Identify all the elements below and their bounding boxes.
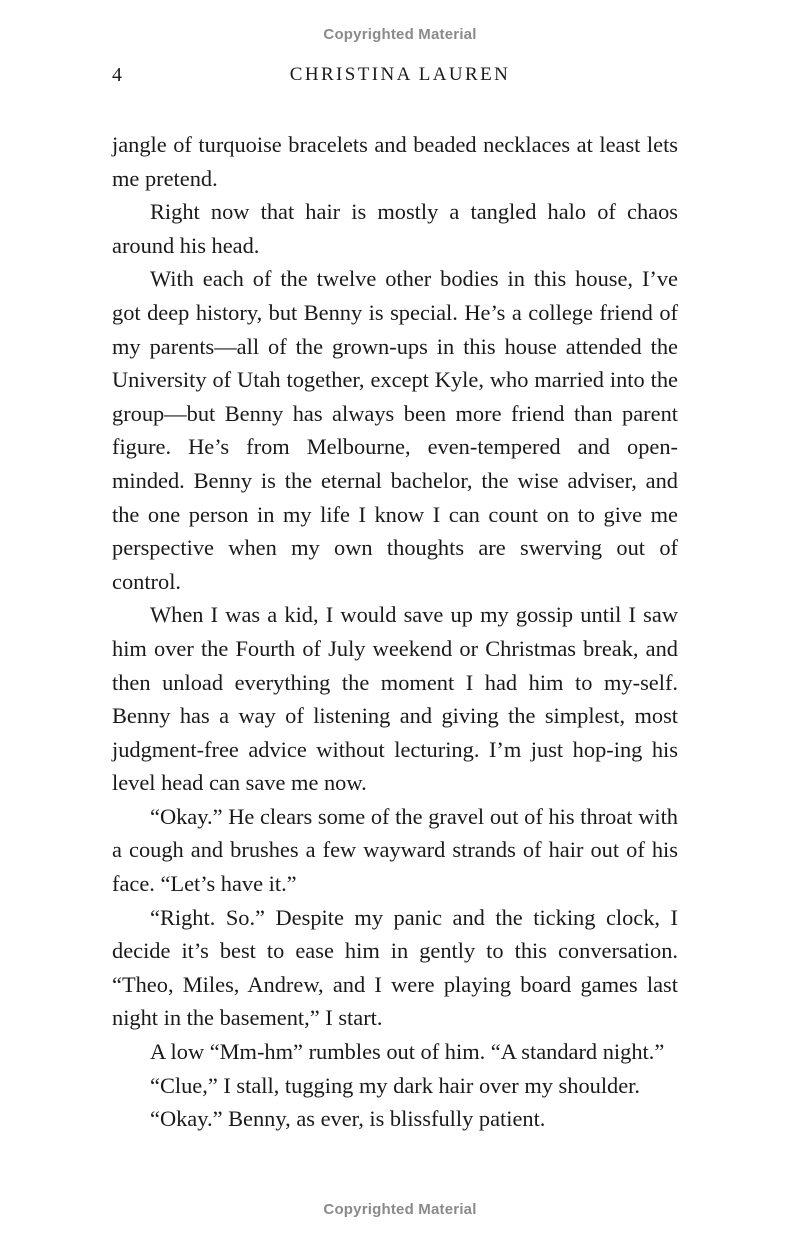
author-name: CHRISTINA LAUREN <box>289 64 511 85</box>
page-body-text <box>112 128 678 1136</box>
paragraph-6: “Right. So.” Despite my panic and the ticking clock, I decide it’s best to ease him in gently to this conversation. “Theo, Miles, Andrew, and I were playing board games last night in the basement,” I start. <box>112 904 678 1031</box>
paragraph-3: With each of the twelve other bodies in this house, I’ve got deep history, but Benny is special. He’s a college friend of my parents—all of the grown-ups in this house attended the University of Utah together, except Kyle, who married into the group—but Benny has always been more friend than parent figure. He’s from Melbourne, even-tempered and open-minded. Benny is the eternal bachelor, the wise adviser, and the one person in my life I know I can count on to give me perspective when my own thoughts are swerving out of control. <box>112 266 678 594</box>
running-head <box>0 64 800 90</box>
paragraph-2: Right now that hair is mostly a tangled halo of chaos around his head. <box>112 199 678 258</box>
paragraph-4: When I was a kid, I would save up my gossip until I saw him over the Fourth of July weekend or Christmas break, and then unload everything the moment I had him to my-self. Benny has a way of listening and giving the simplest, most judgment-free advice without lecturing. I’m just hop-ing his level head can save me now. <box>112 602 678 796</box>
copyright-watermark-bottom: Copyrighted Material <box>323 1201 477 1218</box>
copyright-watermark-top: Copyrighted Material <box>323 26 477 43</box>
paragraph-7: A low “Mm-hm” rumbles out of him. “A standard night.” <box>150 1039 665 1065</box>
paragraph-9: “Okay.” Benny, as ever, is blissfully patient. <box>150 1106 546 1132</box>
paragraph-1: jangle of turquoise bracelets and beaded necklaces at least lets me pretend. <box>112 132 678 191</box>
paragraph-8: “Clue,” I stall, tugging my dark hair over my shoulder. <box>150 1072 641 1098</box>
page-number: 4 <box>112 64 122 86</box>
paragraph-5: “Okay.” He clears some of the gravel out of his throat with a cough and brushes a few wayward strands of hair out of his face. “Let’s have it.” <box>112 803 678 897</box>
